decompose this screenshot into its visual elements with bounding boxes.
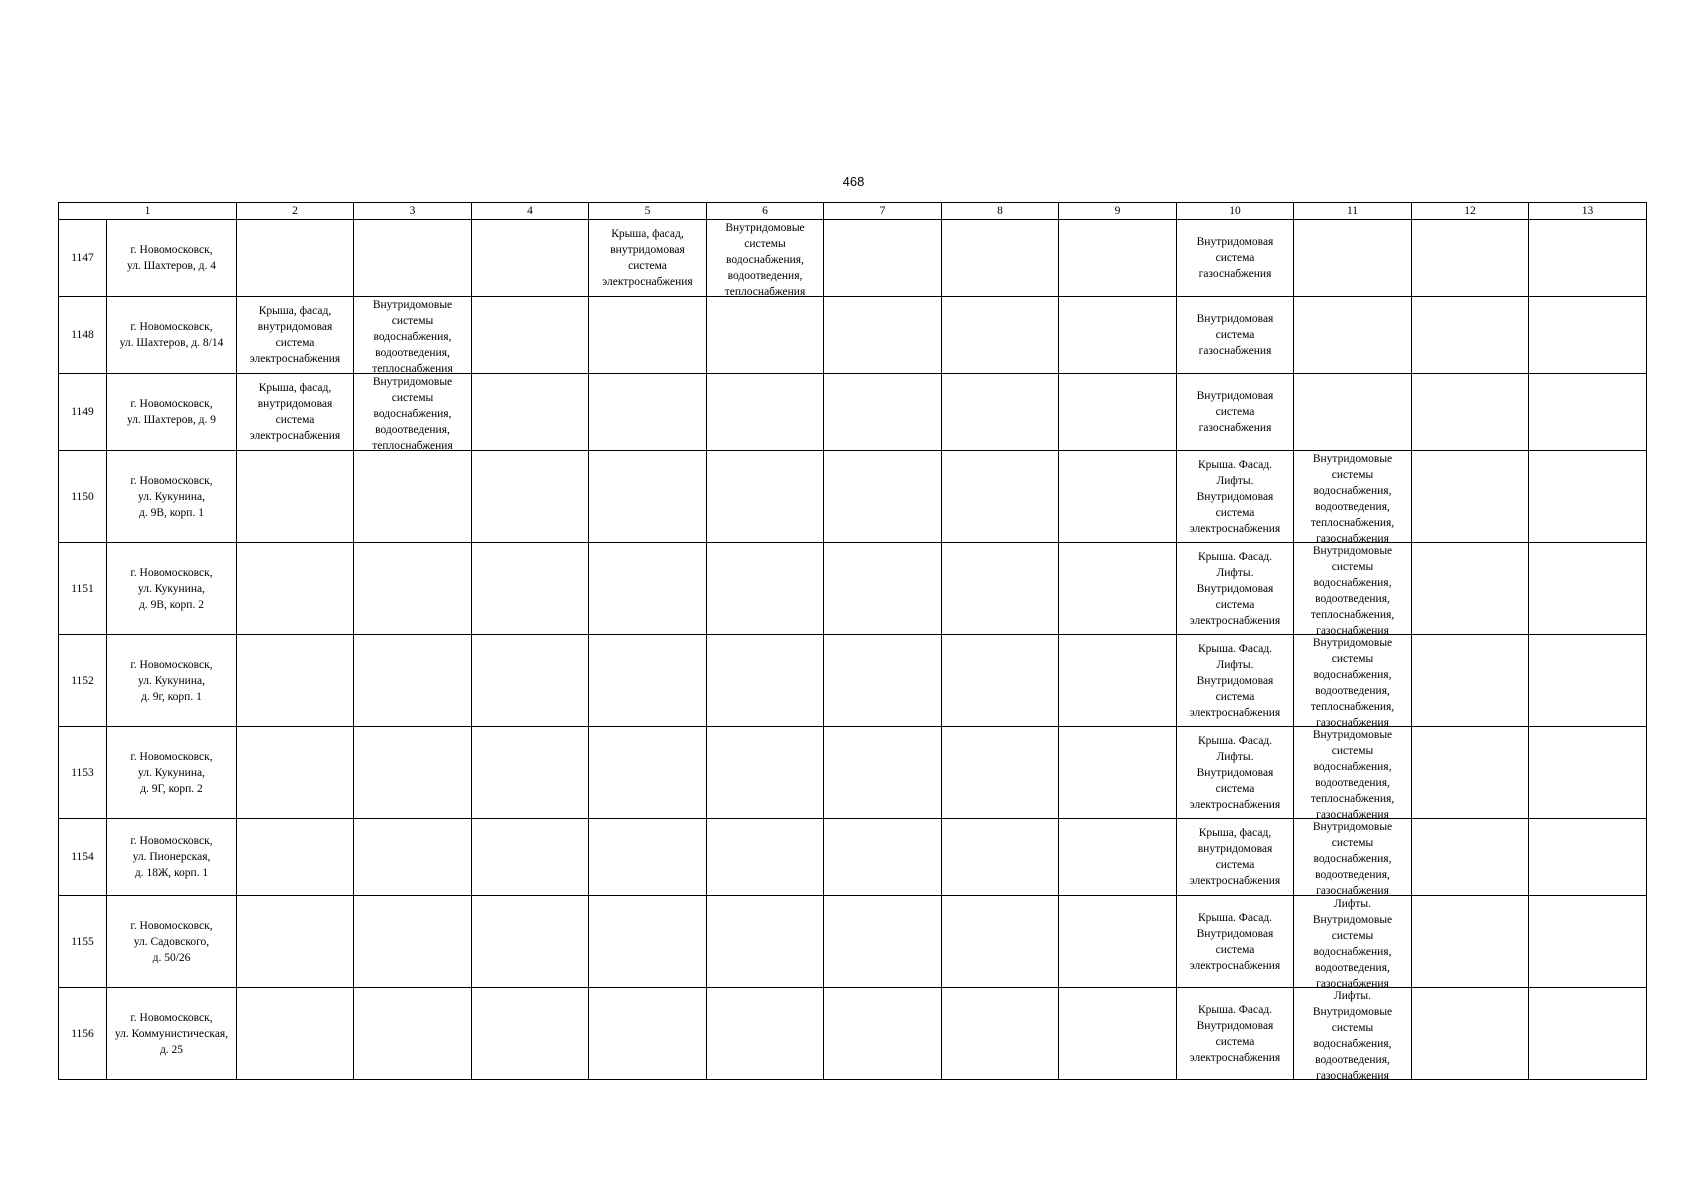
column-header-2: 2 xyxy=(237,203,354,220)
cell-text: г. Новомосковск, ул. Кукунина, д. 9Г, корп. 2 xyxy=(130,750,213,795)
column-header-8: 8 xyxy=(942,203,1059,220)
address-cell xyxy=(107,374,237,451)
cell-col-3 xyxy=(354,220,472,297)
cell-col-12 xyxy=(1412,727,1529,819)
cell-text: Крыша. Фасад. Лифты. Внутридомовая система электроснабжения xyxy=(1189,458,1281,535)
cell-col-13 xyxy=(1529,896,1647,988)
cell-col-2 xyxy=(237,297,354,374)
cell-col-9 xyxy=(1059,635,1177,727)
cell-col-9 xyxy=(1059,988,1177,1080)
cell-col-9 xyxy=(1059,543,1177,635)
cell-col-13 xyxy=(1529,297,1647,374)
table-body xyxy=(59,220,1647,1080)
cell-col-3 xyxy=(354,543,472,635)
table-row xyxy=(59,297,1647,374)
address-cell xyxy=(107,635,237,727)
cell-text: г. Новомосковск, ул. Кукунина, д. 9г, корп. 1 xyxy=(130,658,213,703)
cell-col-6 xyxy=(707,635,824,727)
column-number-header xyxy=(59,203,1647,220)
cell-col-11 xyxy=(1294,988,1412,1080)
table-row xyxy=(59,635,1647,727)
column-header-1: 1 xyxy=(59,203,237,220)
row-number-cell xyxy=(59,635,107,727)
row-number-cell xyxy=(59,988,107,1080)
cell-text: Внутридомовая система газоснабжения xyxy=(1196,236,1274,280)
cell-text: г. Новомосковск, ул. Пионерская, д. 18Ж, корп. 1 xyxy=(130,835,213,879)
table-row xyxy=(59,543,1647,635)
cell-col-12 xyxy=(1412,374,1529,451)
cell-text: 1156 xyxy=(71,1027,94,1040)
cell-col-6 xyxy=(707,727,824,819)
cell-col-2 xyxy=(237,220,354,297)
cell-text: 1154 xyxy=(71,851,94,863)
cell-col-13 xyxy=(1529,543,1647,635)
cell-col-2 xyxy=(237,896,354,988)
cell-text: Крыша, фасад, внутридомовая система электроснабжения xyxy=(1189,827,1281,887)
cell-col-5 xyxy=(589,896,707,988)
cell-col-9 xyxy=(1059,451,1177,543)
cell-text: г. Новомосковск, ул. Кукунина, д. 9В, корп. 2 xyxy=(130,566,213,611)
cell-col-8 xyxy=(942,988,1059,1080)
cell-col-5 xyxy=(589,819,707,896)
column-header-9: 9 xyxy=(1059,203,1177,220)
cell-col-5 xyxy=(589,988,707,1080)
cell-col-6 xyxy=(707,297,824,374)
cell-col-2 xyxy=(237,727,354,819)
cell-text: Внутридомовые системы водоснабжения, водоотведения, теплоснабжения xyxy=(724,222,806,296)
row-number-cell xyxy=(59,374,107,451)
cell-col-3 xyxy=(354,374,472,451)
cell-col-5 xyxy=(589,543,707,635)
cell-col-7 xyxy=(824,819,942,896)
cell-col-9 xyxy=(1059,297,1177,374)
cell-col-8 xyxy=(942,374,1059,451)
cell-col-7 xyxy=(824,988,942,1080)
cell-col-11 xyxy=(1294,374,1412,451)
address-cell xyxy=(107,220,237,297)
cell-col-9 xyxy=(1059,896,1177,988)
address-cell xyxy=(107,988,237,1080)
cell-col-7 xyxy=(824,374,942,451)
cell-col-4 xyxy=(472,635,589,727)
cell-col-5 xyxy=(589,220,707,297)
cell-col-12 xyxy=(1412,220,1529,297)
cell-text: Внутридомовые системы водоснабжения, водоотведения, теплоснабжения, газоснабжения xyxy=(1310,729,1395,818)
cell-col-12 xyxy=(1412,896,1529,988)
address-cell xyxy=(107,727,237,819)
cell-text: Лифты. Внутридомовые системы водоснабжения, водоотведения, газоснабжения xyxy=(1312,990,1393,1079)
cell-col-8 xyxy=(942,297,1059,374)
cell-col-7 xyxy=(824,635,942,727)
table-row xyxy=(59,451,1647,543)
cell-col-4 xyxy=(472,297,589,374)
address-cell xyxy=(107,543,237,635)
cell-text: 1148 xyxy=(71,329,94,341)
cell-col-11 xyxy=(1294,220,1412,297)
row-number-cell xyxy=(59,543,107,635)
cell-text: Внутридомовые системы водоснабжения, водоотведения, теплоснабжения xyxy=(372,376,453,450)
cell-col-10 xyxy=(1177,988,1294,1080)
cell-col-10 xyxy=(1177,819,1294,896)
cell-col-3 xyxy=(354,727,472,819)
cell-col-5 xyxy=(589,635,707,727)
cell-text: Крыша. Фасад. Лифты. Внутридомовая система электроснабжения xyxy=(1189,550,1281,627)
cell-text: г. Новомосковск, ул. Шахтеров, д. 4 xyxy=(126,244,217,272)
cell-col-2 xyxy=(237,543,354,635)
column-header-11: 11 xyxy=(1294,203,1412,220)
cell-text: г. Новомосковск, ул. Садовского, д. 50/26 xyxy=(130,919,213,964)
cell-text: 1147 xyxy=(71,252,94,264)
cell-col-4 xyxy=(472,543,589,635)
cell-col-6 xyxy=(707,451,824,543)
cell-col-6 xyxy=(707,220,824,297)
cell-col-10 xyxy=(1177,451,1294,543)
row-number-cell xyxy=(59,896,107,988)
cell-col-11 xyxy=(1294,819,1412,896)
column-header-5: 5 xyxy=(589,203,707,220)
cell-col-8 xyxy=(942,727,1059,819)
cell-col-12 xyxy=(1412,988,1529,1080)
cell-text: Крыша. Фасад. Внутридомовая система электроснабжения xyxy=(1189,911,1281,972)
cell-col-13 xyxy=(1529,727,1647,819)
cell-text: Крыша, фасад, внутридомовая система электроснабжения xyxy=(602,228,693,288)
cell-col-4 xyxy=(472,819,589,896)
cell-col-4 xyxy=(472,374,589,451)
table-row xyxy=(59,988,1647,1080)
cell-col-2 xyxy=(237,635,354,727)
cell-col-10 xyxy=(1177,297,1294,374)
cell-col-11 xyxy=(1294,297,1412,374)
cell-col-7 xyxy=(824,451,942,543)
cell-col-12 xyxy=(1412,297,1529,374)
cell-col-3 xyxy=(354,896,472,988)
column-header-6: 6 xyxy=(707,203,824,220)
table-row xyxy=(59,819,1647,896)
cell-col-2 xyxy=(237,988,354,1080)
cell-col-13 xyxy=(1529,988,1647,1080)
cell-text: Внутридомовая система газоснабжения xyxy=(1196,390,1274,434)
cell-text: Внутридомовая система газоснабжения xyxy=(1196,313,1274,357)
cell-col-8 xyxy=(942,819,1059,896)
page-number: 468 xyxy=(842,174,865,189)
cell-col-10 xyxy=(1177,543,1294,635)
cell-col-9 xyxy=(1059,727,1177,819)
cell-text: Лифты. Внутридомовые системы водоснабжения, водоотведения, газоснабжения xyxy=(1312,898,1393,987)
table-row xyxy=(59,220,1647,297)
cell-text: Внутридомовые системы водоснабжения, водоотведения, газоснабжения xyxy=(1312,821,1393,895)
table-row xyxy=(59,896,1647,988)
cell-col-5 xyxy=(589,727,707,819)
table-row xyxy=(59,727,1647,819)
cell-col-5 xyxy=(589,451,707,543)
cell-col-10 xyxy=(1177,896,1294,988)
cell-text: Крыша, фасад, внутридомовая система электроснабжения xyxy=(249,382,341,442)
cell-col-12 xyxy=(1412,635,1529,727)
cell-col-5 xyxy=(589,297,707,374)
cell-col-4 xyxy=(472,896,589,988)
cell-col-12 xyxy=(1412,819,1529,896)
cell-col-7 xyxy=(824,896,942,988)
cell-col-11 xyxy=(1294,451,1412,543)
column-header-12: 12 xyxy=(1412,203,1529,220)
cell-col-7 xyxy=(824,220,942,297)
cell-col-6 xyxy=(707,543,824,635)
cell-text: 1155 xyxy=(71,935,94,948)
address-cell xyxy=(107,297,237,374)
cell-col-6 xyxy=(707,374,824,451)
cell-text: 1152 xyxy=(71,674,94,687)
cell-col-10 xyxy=(1177,635,1294,727)
cell-col-2 xyxy=(237,374,354,451)
column-header-4: 4 xyxy=(472,203,589,220)
cell-col-12 xyxy=(1412,543,1529,635)
cell-text: г. Новомосковск, ул. Шахтеров, д. 9 xyxy=(126,398,217,426)
cell-col-9 xyxy=(1059,819,1177,896)
cell-col-3 xyxy=(354,297,472,374)
cell-text: Крыша, фасад, внутридомовая система электроснабжения xyxy=(249,305,341,365)
cell-col-4 xyxy=(472,727,589,819)
cell-col-9 xyxy=(1059,374,1177,451)
cell-col-6 xyxy=(707,988,824,1080)
cell-col-3 xyxy=(354,635,472,727)
header-row xyxy=(59,203,1647,220)
cell-text: Крыша. Фасад. Лифты. Внутридомовая система электроснабжения xyxy=(1189,642,1281,719)
cell-col-11 xyxy=(1294,896,1412,988)
cell-text: г. Новомосковск, ул. Шахтеров, д. 8/14 xyxy=(119,321,224,349)
row-number-cell xyxy=(59,451,107,543)
cell-col-6 xyxy=(707,896,824,988)
cell-col-3 xyxy=(354,988,472,1080)
cell-col-10 xyxy=(1177,374,1294,451)
cell-text: 1151 xyxy=(71,582,94,595)
cell-col-9 xyxy=(1059,220,1177,297)
cell-col-13 xyxy=(1529,451,1647,543)
cell-col-10 xyxy=(1177,727,1294,819)
row-number-cell xyxy=(59,220,107,297)
row-number-cell xyxy=(59,297,107,374)
cell-col-5 xyxy=(589,374,707,451)
cell-col-12 xyxy=(1412,451,1529,543)
cell-text: Внутридомовые системы водоснабжения, водоотведения, теплоснабжения, газоснабжения xyxy=(1310,453,1395,542)
cell-col-7 xyxy=(824,543,942,635)
table-row xyxy=(59,374,1647,451)
cell-text: 1153 xyxy=(71,766,94,779)
cell-text: Внутридомовые системы водоснабжения, водоотведения, теплоснабжения, газоснабжения xyxy=(1310,545,1395,634)
cell-col-4 xyxy=(472,988,589,1080)
cell-text: 1150 xyxy=(71,490,94,503)
address-cell xyxy=(107,819,237,896)
cell-col-3 xyxy=(354,819,472,896)
cell-col-7 xyxy=(824,297,942,374)
column-header-7: 7 xyxy=(824,203,942,220)
cell-col-3 xyxy=(354,451,472,543)
cell-text: Крыша. Фасад. Внутридомовая система электроснабжения xyxy=(1189,1003,1281,1064)
row-number-cell xyxy=(59,727,107,819)
cell-col-11 xyxy=(1294,543,1412,635)
cell-col-8 xyxy=(942,543,1059,635)
cell-col-8 xyxy=(942,635,1059,727)
row-number-cell xyxy=(59,819,107,896)
cell-col-11 xyxy=(1294,727,1412,819)
column-header-10: 10 xyxy=(1177,203,1294,220)
cell-col-6 xyxy=(707,819,824,896)
cell-col-13 xyxy=(1529,374,1647,451)
cell-text: Внутридомовые системы водоснабжения, водоотведения, теплоснабжения, газоснабжения xyxy=(1310,637,1395,726)
address-cell xyxy=(107,451,237,543)
cell-text: Крыша. Фасад. Лифты. Внутридомовая система электроснабжения xyxy=(1189,734,1281,811)
cell-col-4 xyxy=(472,451,589,543)
cell-col-8 xyxy=(942,220,1059,297)
cell-col-13 xyxy=(1529,635,1647,727)
cell-col-7 xyxy=(824,727,942,819)
cell-col-8 xyxy=(942,451,1059,543)
address-cell xyxy=(107,896,237,988)
cell-text: г. Новомосковск, ул. Кукунина, д. 9В, корп. 1 xyxy=(130,474,213,519)
cell-col-13 xyxy=(1529,220,1647,297)
cell-col-11 xyxy=(1294,635,1412,727)
cell-text: Внутридомовые системы водоснабжения, водоотведения, теплоснабжения xyxy=(372,299,453,373)
cell-col-2 xyxy=(237,451,354,543)
repair-schedule-table xyxy=(58,202,1647,1080)
cell-col-10 xyxy=(1177,220,1294,297)
cell-text: 1149 xyxy=(71,406,94,418)
cell-col-4 xyxy=(472,220,589,297)
cell-col-2 xyxy=(237,819,354,896)
cell-text: г. Новомосковск, ул. Коммунистическая, д. 25 xyxy=(114,1011,229,1056)
column-header-13: 13 xyxy=(1529,203,1647,220)
cell-col-13 xyxy=(1529,819,1647,896)
cell-col-8 xyxy=(942,896,1059,988)
column-header-3: 3 xyxy=(354,203,472,220)
